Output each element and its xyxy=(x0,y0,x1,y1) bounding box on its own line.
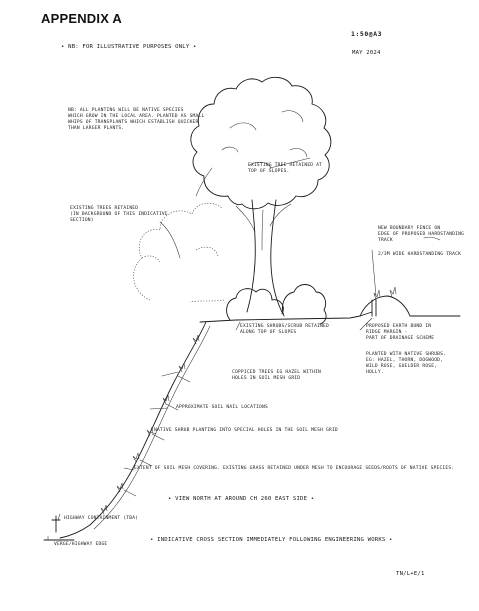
slope-planting xyxy=(101,335,199,514)
view-label: • VIEW NORTH AT AROUND CH 260 EAST SIDE • xyxy=(168,496,315,502)
hedge-label: PLANTED WITH NATIVE SHRUBS. EG: HAZEL, THORN, DOGWOOD, WILD ROSE, GUELDER ROSE, HOLLY. xyxy=(366,352,447,375)
planting-note: NB: ALL PLANTING WILL BE NATIVE SPECIES WHICH GROW IN THE LOCAL AREA. PLANTED AS SMALL WHIPS OF TRANSPLANTS WHICH ESTABLISH QUICKER THAN LARGER PLANTS. xyxy=(68,108,205,131)
sheet-reference: TN/L+E/1 xyxy=(396,571,425,577)
date-label: MAY 2024 xyxy=(352,50,381,56)
tree-background-label: EXISTING TREES RETAINED (IN BACKGROUND OF THIS INDICATIVE SECTION) xyxy=(70,206,168,223)
fence-label: NEW BOUNDARY FENCE ON EDGE OF PROPOSED HARDSTANDING TRACK xyxy=(378,226,465,243)
tree-top-label: EXISTING TREE RETAINED AT TOP OF SLOPES. xyxy=(248,163,323,174)
extent-label: EXTENT OF SOIL MESH COVERING. EXISTING GRASS RETAINED UNDER MESH TO ENCOURAGE SEEDS/ROOTS OF NATIVE SPECIES. xyxy=(134,466,455,471)
top-ground-line xyxy=(200,312,372,322)
bund-label: PROPOSED EARTH BUND IN RIDGE MARGIN - PART OF DRAINAGE SCHEME xyxy=(366,324,435,341)
page-title: APPENDIX A xyxy=(41,11,122,26)
trunk-branches xyxy=(236,204,291,250)
tree-trunk xyxy=(247,200,282,312)
scale-label: 1:50@A3 xyxy=(351,30,383,38)
indicative-label: • INDICATIVE CROSS SECTION IMMEDIATELY FOLLOWING ENGINEERING WORKS • xyxy=(150,537,393,543)
shrubs-label: EXISTING SHRUBS/SCRUB RETAINED ALONG TOP OF SLOPES xyxy=(240,324,329,335)
coppiced-label: COPPICED TREES EG HAZEL WITHIN HOLES IN SOIL MESH GRID xyxy=(232,370,321,381)
native-shrub-label: NATIVE SHRUB PLANTING INTO SPECIAL HOLES IN THE SOIL MESH GRID xyxy=(154,428,338,433)
earth-bund xyxy=(360,296,460,316)
highway-label: HIGHWAY CONTAINMENT (TBA) xyxy=(64,516,139,521)
nails-label: APPROXIMATE SOIL NAIL LOCATIONS xyxy=(176,405,268,410)
illustrative-note: • NB: FOR ILLUSTRATIVE PURPOSES ONLY • xyxy=(61,44,197,50)
tree-canopy xyxy=(191,77,331,208)
track-label: 2/3M WIDE HARDSTANDING TRACK xyxy=(378,252,462,257)
existing-shrubs xyxy=(227,285,326,325)
verge-label: VERGE/HIGHWAY EDGE xyxy=(54,542,108,547)
canopy-inner-lines xyxy=(222,111,307,168)
boundary-fence xyxy=(372,300,376,316)
